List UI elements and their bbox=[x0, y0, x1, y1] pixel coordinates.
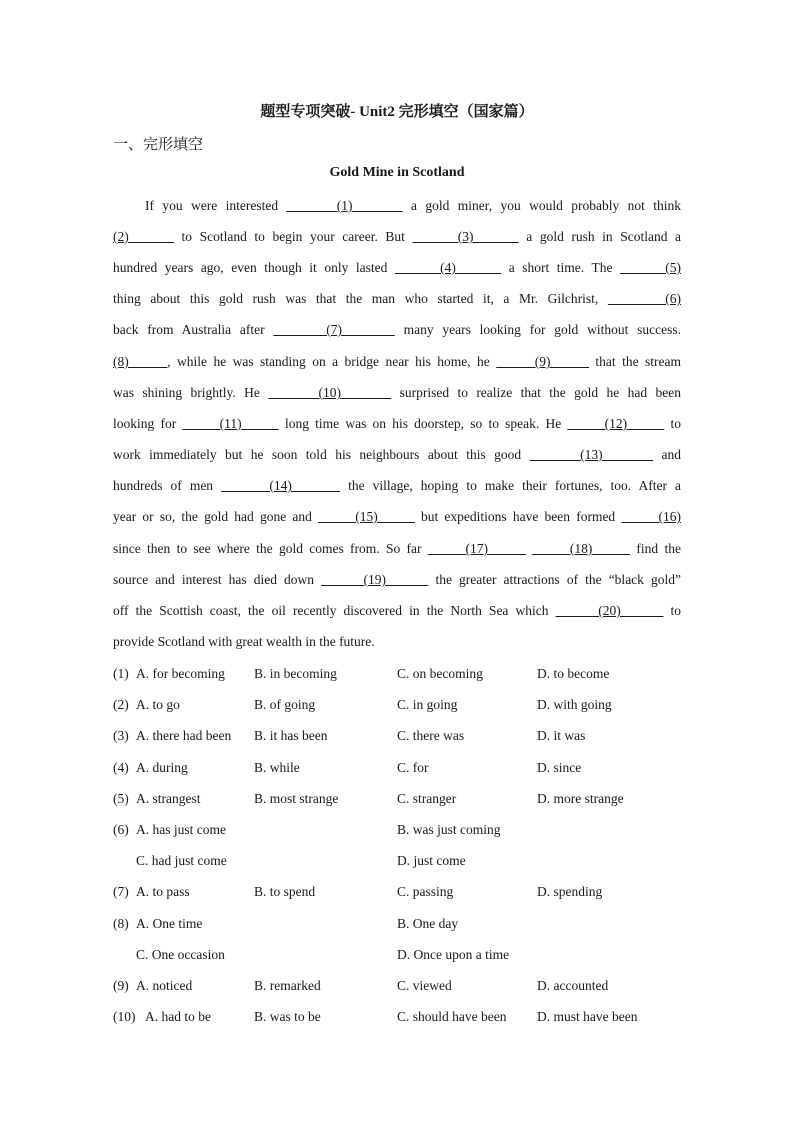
passage-text: the greater attractions of the “black gold” bbox=[428, 572, 681, 587]
answer-blank[interactable]: (17) bbox=[427, 541, 526, 556]
passage-text: surprised to realize that the gold he had been bbox=[391, 385, 681, 400]
answer-blank[interactable]: (6) bbox=[607, 291, 681, 306]
answer-blank[interactable]: (4) bbox=[394, 260, 502, 275]
option-row bbox=[113, 914, 713, 934]
option-a[interactable]: A. there had been bbox=[136, 728, 232, 744]
option-c[interactable]: C. on becoming bbox=[397, 666, 483, 681]
option-row bbox=[113, 820, 713, 840]
passage-text: the village, hoping to make their fortunes, too. After a bbox=[340, 478, 681, 493]
passage-text: to bbox=[664, 416, 681, 431]
option-c[interactable]: C. had just come bbox=[136, 853, 227, 869]
answer-blank[interactable]: (2) bbox=[113, 229, 175, 244]
option-row bbox=[113, 976, 713, 996]
option-a[interactable]: A. noticed bbox=[136, 978, 193, 993]
question-number: (1) bbox=[113, 666, 129, 681]
option-d[interactable]: D. spending bbox=[537, 884, 603, 900]
option-d[interactable]: D. since bbox=[537, 759, 582, 775]
answer-blank[interactable]: (12) bbox=[567, 416, 665, 431]
option-b[interactable]: B. while bbox=[254, 759, 300, 775]
option-d[interactable]: D. must have been bbox=[537, 1009, 638, 1025]
option-c[interactable]: C. for bbox=[397, 759, 429, 775]
passage-text: since then to see where the gold comes from. So far bbox=[113, 541, 428, 556]
question-number: (9) bbox=[113, 978, 129, 993]
passage-text: that the stream bbox=[589, 354, 681, 369]
option-d[interactable]: D. it was bbox=[537, 728, 586, 744]
question-number: (6) bbox=[113, 822, 129, 837]
option-c[interactable]: C. One occasion bbox=[136, 946, 225, 962]
option-d[interactable]: D. accounted bbox=[537, 978, 609, 993]
option-a[interactable]: A. to go bbox=[136, 697, 180, 713]
passage-line bbox=[113, 632, 681, 652]
answer-blank[interactable]: (10) bbox=[268, 385, 392, 400]
passage-line bbox=[113, 258, 681, 278]
passage-line bbox=[145, 196, 681, 216]
passage-line bbox=[113, 476, 681, 496]
option-b[interactable]: B. was to be bbox=[254, 1009, 321, 1025]
passage-text: hundreds of men bbox=[113, 478, 222, 493]
passage-text: was shining brightly. He bbox=[113, 385, 269, 400]
passage-text: to Scotland to begin your career. But bbox=[174, 229, 413, 244]
passage-text: a short time. The bbox=[501, 260, 620, 275]
option-row bbox=[113, 664, 713, 684]
option-b[interactable]: B. in becoming bbox=[254, 666, 337, 681]
passage-line bbox=[113, 445, 681, 465]
passage-line bbox=[113, 601, 681, 621]
answer-blank[interactable]: (14) bbox=[221, 478, 341, 493]
option-b[interactable]: B. most strange bbox=[254, 790, 339, 806]
answer-blank[interactable]: (5) bbox=[619, 260, 681, 275]
option-row bbox=[113, 695, 713, 715]
question-number: (7) bbox=[113, 884, 129, 900]
answer-blank[interactable]: (20) bbox=[555, 603, 664, 618]
question-number: (2) bbox=[113, 697, 129, 713]
passage-text: to bbox=[663, 603, 681, 618]
option-a[interactable]: A. has just come bbox=[136, 822, 226, 837]
option-a[interactable]: A. had to be bbox=[145, 1009, 211, 1025]
passage-title: Gold Mine in Scotland bbox=[329, 165, 465, 180]
option-row bbox=[113, 882, 713, 902]
option-b[interactable]: B. to spend bbox=[254, 884, 316, 900]
passage-text: looking for bbox=[113, 416, 183, 431]
passage-line bbox=[113, 227, 681, 247]
option-row bbox=[113, 789, 713, 809]
option-c[interactable]: C. passing bbox=[397, 884, 454, 900]
option-d[interactable]: D. with going bbox=[537, 697, 612, 713]
question-number: (5) bbox=[113, 790, 129, 806]
option-a[interactable]: A. strangest bbox=[136, 790, 201, 806]
section-heading: 一、完形填空 bbox=[113, 137, 204, 153]
answer-blank[interactable]: (13) bbox=[529, 447, 654, 462]
option-b[interactable]: B. of going bbox=[254, 697, 316, 713]
passage-text: , while he was standing on a bridge near his home, he bbox=[167, 354, 497, 369]
option-row bbox=[113, 1007, 713, 1027]
answer-blank[interactable]: (18) bbox=[532, 541, 631, 556]
answer-blank[interactable]: (8) bbox=[113, 354, 168, 369]
answer-blank[interactable]: (1) bbox=[286, 198, 403, 213]
passage-line bbox=[113, 570, 681, 590]
option-c[interactable]: C. should have been bbox=[397, 1009, 507, 1025]
passage-text: but expeditions have been formed bbox=[414, 509, 622, 524]
answer-blank[interactable]: (7) bbox=[273, 322, 395, 337]
option-row bbox=[113, 726, 713, 746]
question-number: (8) bbox=[113, 915, 129, 931]
option-a[interactable]: A. One time bbox=[136, 915, 203, 931]
option-b[interactable]: B. One day bbox=[397, 915, 459, 931]
passage-line bbox=[113, 507, 681, 527]
question-number: (10) bbox=[113, 1009, 136, 1025]
passage-text: find the bbox=[630, 541, 681, 556]
passage-text: work immediately but he soon told his neighbours about this good bbox=[113, 447, 530, 462]
passage-line bbox=[113, 383, 681, 403]
passage-text: off the Scottish coast, the oil recently discovered in the North Sea which bbox=[113, 603, 556, 618]
passage-text: back from Australia after bbox=[113, 322, 274, 337]
passage-text: a gold miner, you would probably not think bbox=[402, 198, 681, 213]
option-c[interactable]: C. viewed bbox=[397, 978, 452, 993]
passage-text: provide Scotland with great wealth in the future. bbox=[113, 634, 375, 649]
question-number: (3) bbox=[113, 728, 129, 744]
answer-blank[interactable]: (3) bbox=[412, 229, 519, 244]
passage-text: and bbox=[653, 447, 682, 462]
passage-line bbox=[113, 320, 681, 340]
passage-text: thing about this gold rush was that the man who started it, a Mr. Gilchrist, bbox=[113, 291, 608, 306]
passage-text: hundred years ago, even though it only lasted bbox=[113, 260, 395, 275]
passage-text: long time was on his doorstep, so to speak. He bbox=[278, 416, 568, 431]
document-title: 题型专项突破- Unit2 完形填空（国家篇） bbox=[260, 104, 534, 120]
option-row bbox=[113, 945, 713, 965]
option-b[interactable]: B. it has been bbox=[254, 728, 328, 744]
option-c[interactable]: C. there was bbox=[397, 728, 465, 744]
option-d[interactable]: D. more strange bbox=[537, 790, 624, 806]
passage-line bbox=[113, 539, 681, 559]
option-a[interactable]: A. to pass bbox=[136, 884, 190, 900]
question-number: (4) bbox=[113, 759, 129, 775]
answer-blank[interactable]: (16) bbox=[621, 509, 681, 524]
passage-text: If you were interested bbox=[145, 198, 287, 213]
passage-text: many years looking for gold without success. bbox=[394, 322, 681, 337]
option-b[interactable]: B. remarked bbox=[254, 978, 321, 993]
passage-line bbox=[113, 414, 681, 434]
option-d[interactable]: D. Once upon a time bbox=[397, 946, 510, 962]
option-row bbox=[113, 758, 713, 778]
passage-text: source and interest has died down bbox=[113, 572, 322, 587]
option-row bbox=[113, 851, 713, 871]
answer-blank[interactable]: (11) bbox=[182, 416, 279, 431]
passage-text: year or so, the gold had gone and bbox=[113, 509, 319, 524]
passage-line bbox=[113, 289, 681, 309]
answer-blank[interactable]: (15) bbox=[318, 509, 415, 524]
passage-line bbox=[113, 352, 681, 372]
answer-blank[interactable]: (19) bbox=[321, 572, 429, 587]
option-a[interactable]: A. during bbox=[136, 759, 188, 775]
option-b[interactable]: B. was just coming bbox=[397, 822, 501, 837]
option-c[interactable]: C. in going bbox=[397, 697, 458, 713]
option-a[interactable]: A. for becoming bbox=[136, 666, 225, 681]
option-d[interactable]: D. just come bbox=[397, 853, 466, 869]
option-d[interactable]: D. to become bbox=[537, 666, 610, 681]
option-c[interactable]: C. stranger bbox=[397, 790, 457, 806]
passage-text: a gold rush in Scotland a bbox=[518, 229, 681, 244]
answer-blank[interactable]: (9) bbox=[496, 354, 590, 369]
